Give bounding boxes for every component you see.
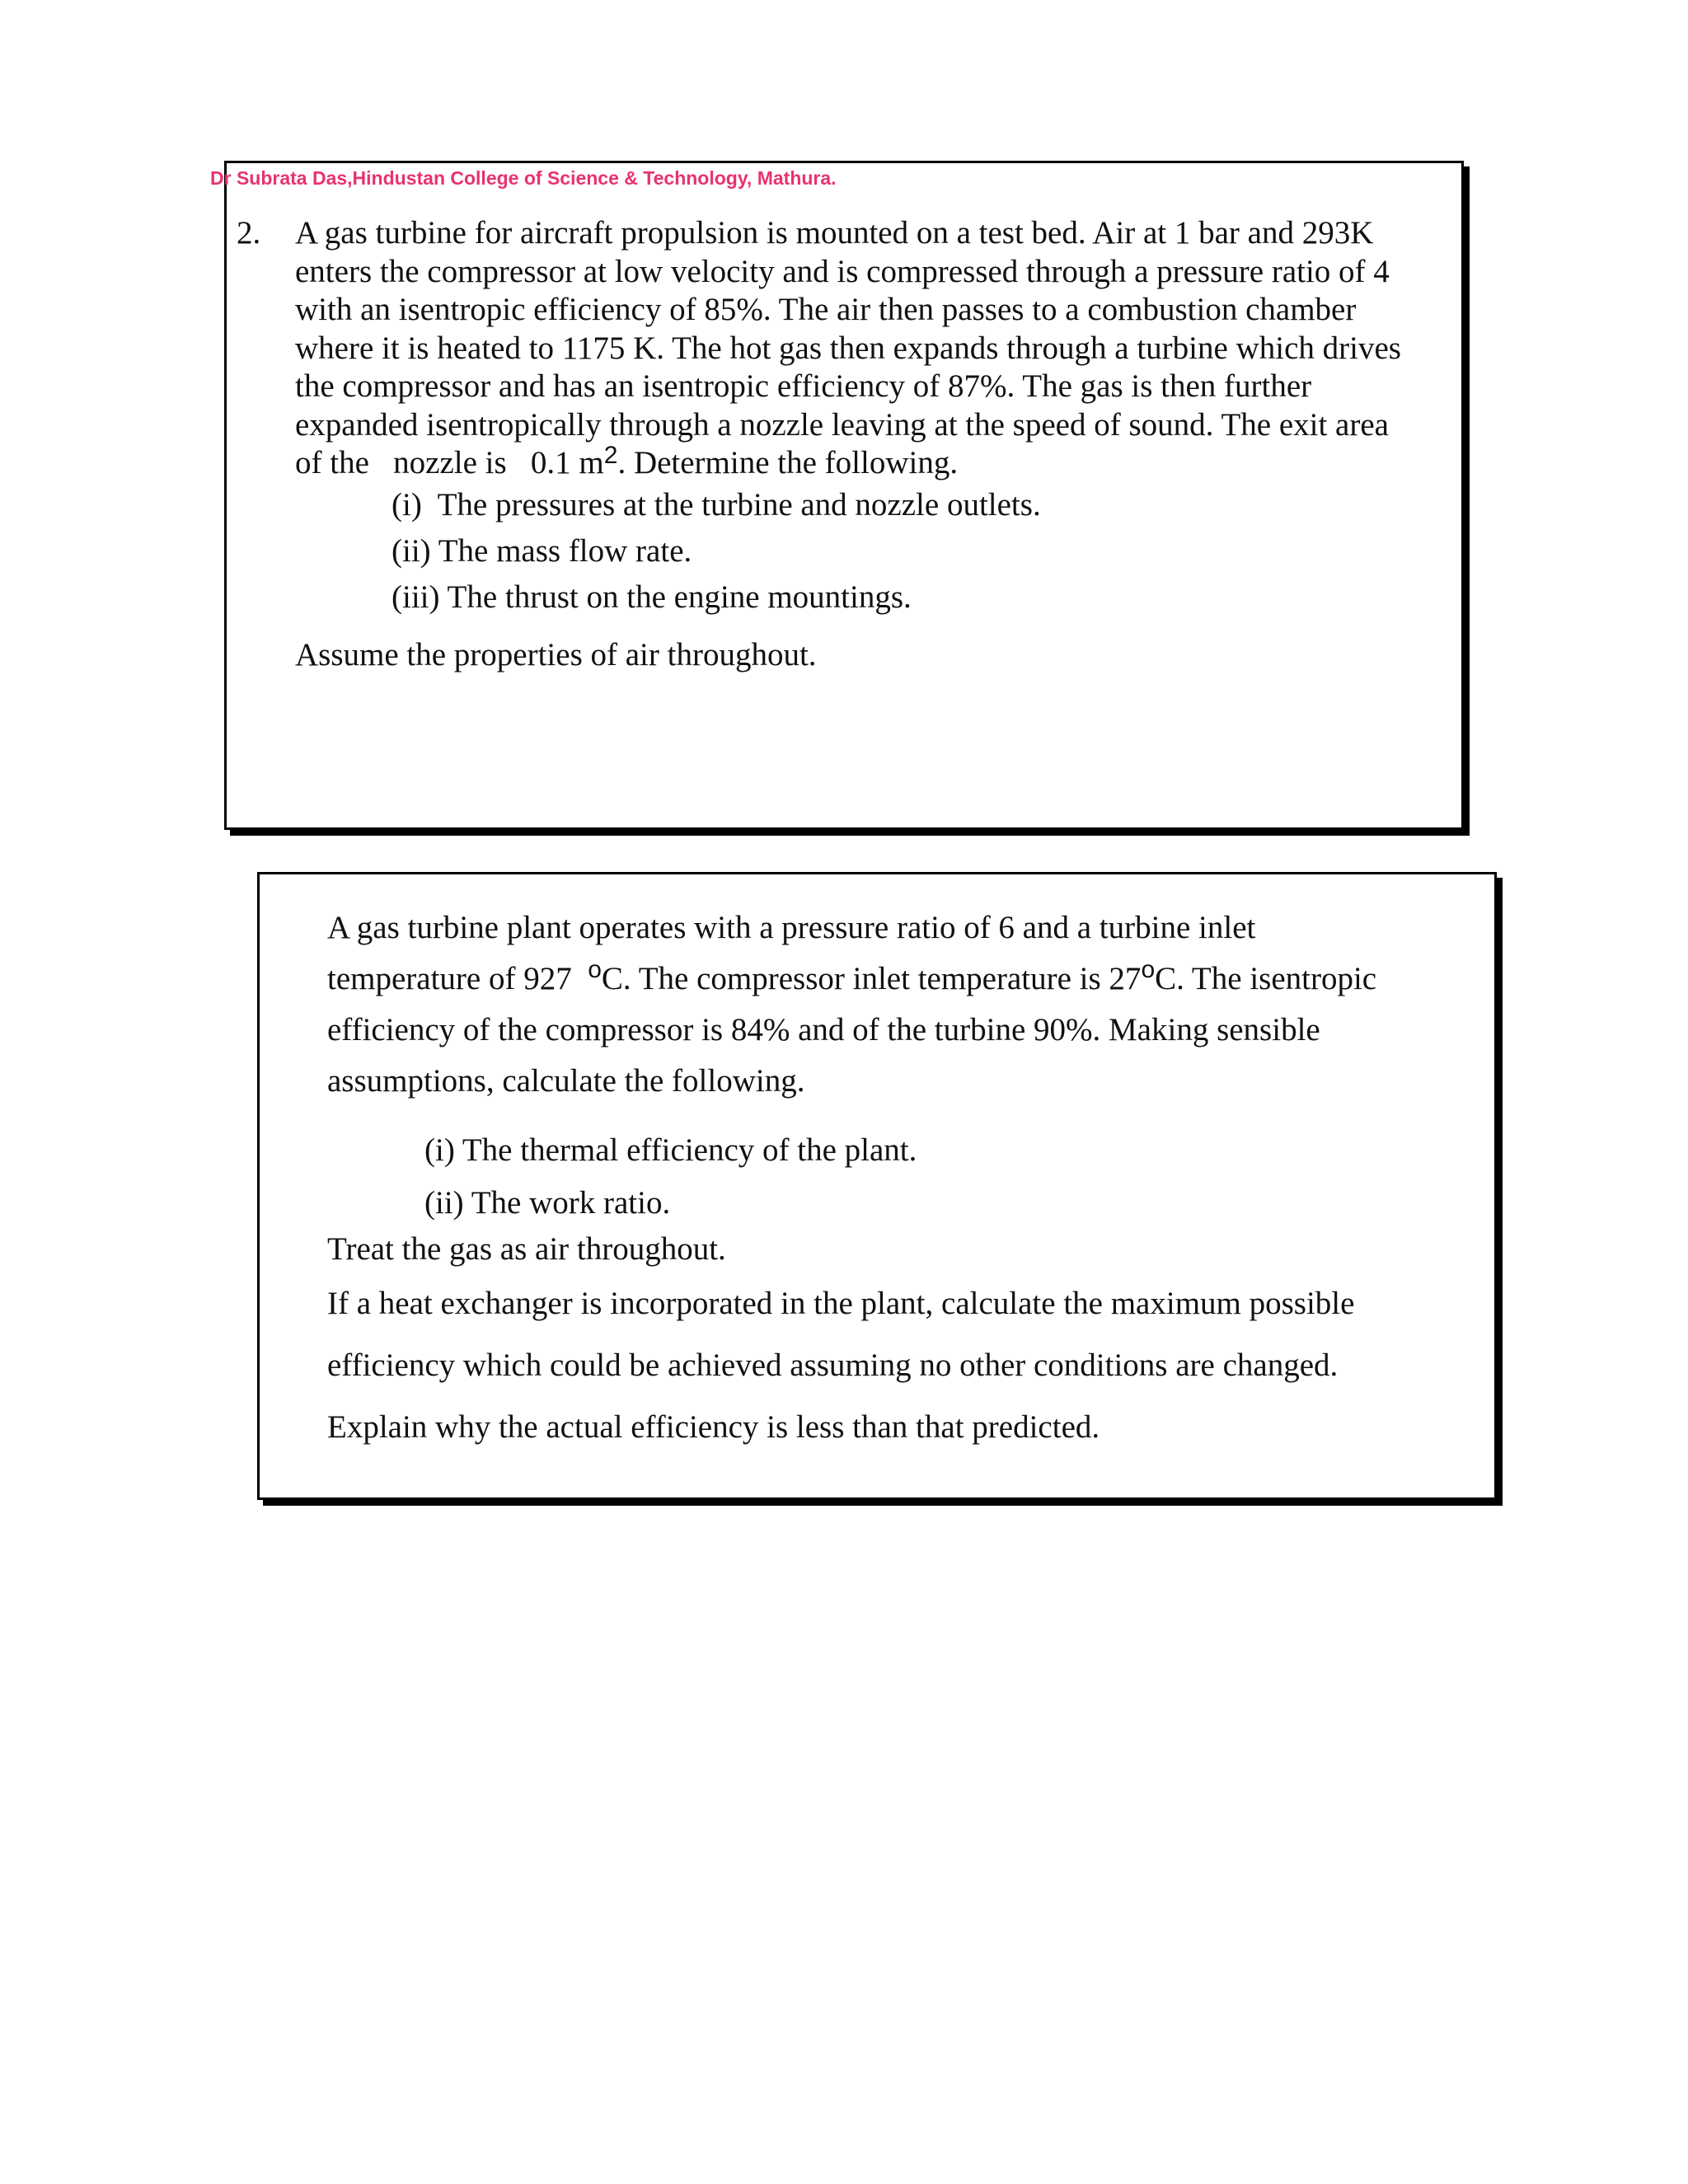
question-1-text <box>295 214 1449 483</box>
list-item: (i) The pressures at the turbine and nozzle outlets. <box>392 487 1041 523</box>
degree-symbol: o <box>1141 956 1156 983</box>
question-1-line: enters the compressor at low velocity and is compressed through a pressure ratio of 4 <box>295 253 1390 289</box>
line-text: C. The compressor inlet temperature is 27 <box>601 961 1142 996</box>
line-text: temperature of 927 <box>327 961 588 996</box>
degree-symbol: o <box>588 956 602 983</box>
question-2-line: assumptions, calculate the following. <box>327 1063 805 1099</box>
question-1-line: A gas turbine for aircraft propulsion is mounted on a test bed. Air at 1 bar and 293K <box>295 215 1374 251</box>
question-1-line: expanded isentropically through a nozzle leaving at the speed of sound. The exit area <box>295 406 1389 443</box>
question-2-treat-note: Treat the gas as air throughout. <box>327 1231 726 1267</box>
list-item: (iii) The thrust on the engine mountings. <box>392 579 912 615</box>
superscript-2: 2 <box>603 442 618 469</box>
author-credit: Dr Subrata Das,Hindustan College of Science & Technology, Mathura. <box>210 167 837 189</box>
question-1-line: with an isentropic efficiency of 85%. The air then passes to a combustion chamber <box>295 292 1357 327</box>
list-item: (ii) The mass flow rate. <box>392 533 692 569</box>
line-text: of the nozzle is 0.1 m <box>295 445 604 480</box>
question-2-text <box>327 909 1481 1113</box>
line-text: C. The isentropic <box>1155 961 1377 996</box>
question-1-items <box>392 486 1041 625</box>
question-2-items <box>424 1132 917 1237</box>
list-item: (i) The thermal efficiency of the plant. <box>424 1132 917 1168</box>
question-box-1 <box>224 161 1464 830</box>
question-number: 2. <box>237 215 261 251</box>
question-1-line: where it is heated to 1175 K. The hot gas then expands through a turbine which drives <box>295 330 1401 366</box>
list-item: (ii) The work ratio. <box>424 1185 671 1221</box>
question-box-2 <box>257 872 1497 1500</box>
question-2-followup <box>327 1285 1354 1470</box>
question-2-line: A gas turbine plant operates with a pressure ratio of 6 and a turbine inlet <box>327 910 1256 945</box>
followup-line: Explain why the actual efficiency is less than that predicted. <box>327 1409 1100 1445</box>
line-text: . Determine the following. <box>617 445 959 480</box>
question-2-line: efficiency of the compressor is 84% and of the turbine 90%. Making sensible <box>327 1012 1320 1047</box>
question-1-line: the compressor and has an isentropic efficiency of 87%. The gas is then further <box>295 368 1312 404</box>
question-2-line <box>327 956 1481 1011</box>
followup-line: efficiency which could be achieved assuming no other conditions are changed. <box>327 1347 1339 1383</box>
question-1-assumption: Assume the properties of air throughout. <box>295 637 817 673</box>
followup-line: If a heat exchanger is incorporated in the plant, calculate the maximum possible <box>327 1286 1355 1321</box>
question-1-line <box>295 444 1449 483</box>
